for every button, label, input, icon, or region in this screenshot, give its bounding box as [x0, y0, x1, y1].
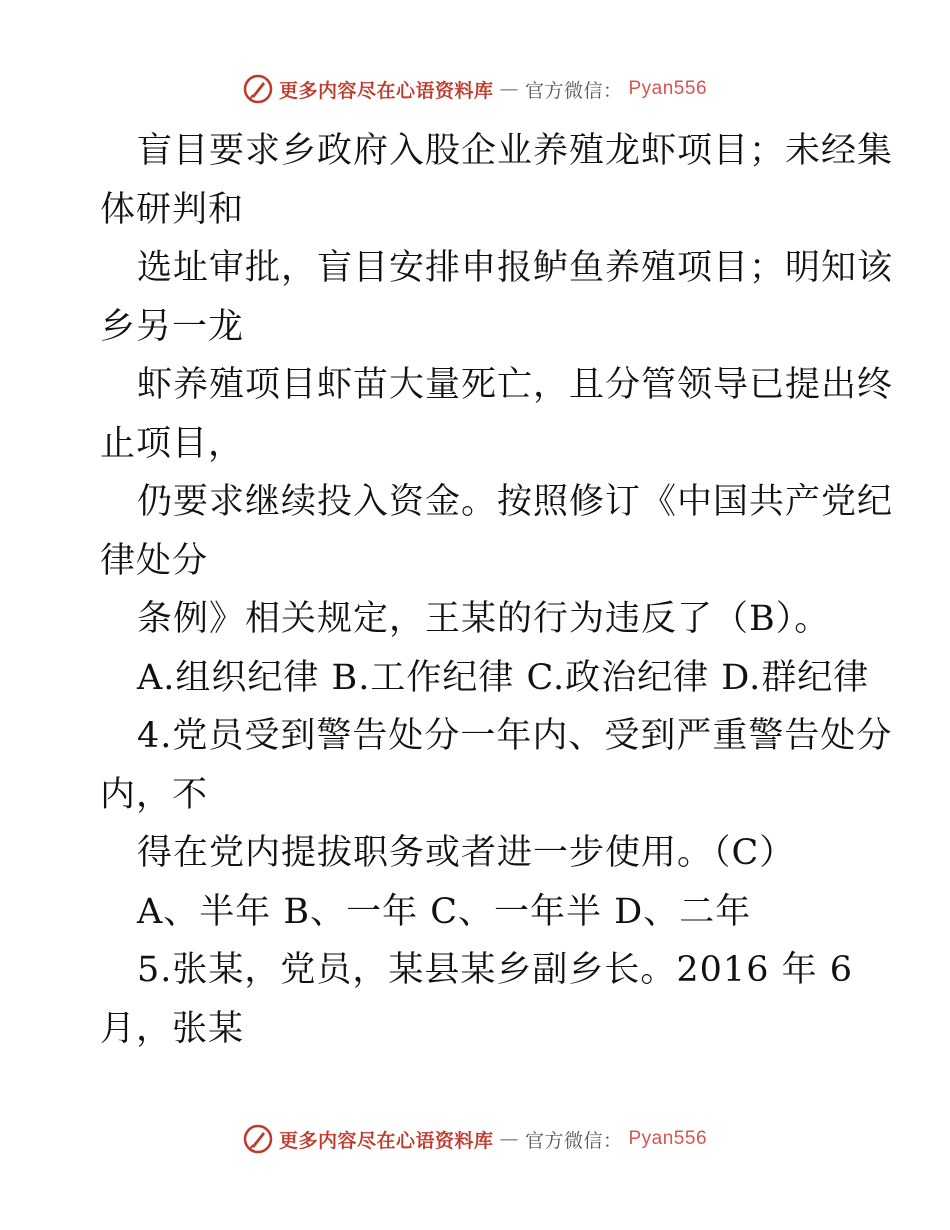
watermark-main-text: 更多内容尽在心语资料库 [278, 79, 494, 102]
text-line: 月，张某 [100, 1008, 245, 1049]
text-line: A、半年 B、一年 C、一年半 D、二年 [137, 891, 752, 932]
text-line: 选址审批，盲目安排申报鲈鱼养殖项目；明知该 [137, 248, 894, 288]
watermark-wechat-id: Pyan556 [628, 1128, 708, 1149]
text-line: 止项目， [100, 423, 245, 464]
watermark-dash: — [499, 78, 519, 100]
footer-watermark [0, 1124, 950, 1154]
text-line: 律处分 [100, 540, 209, 581]
text-line: 得在党内提拔职务或者进一步使用。（C） [137, 833, 796, 873]
watermark-wechat-id: Pyan556 [628, 78, 708, 99]
text-line: 盲目要求乡政府入股企业养殖龙虾项目；未经集 [137, 131, 894, 171]
watermark-sub-text: 官方微信： [524, 1129, 623, 1152]
text-line: 虾养殖项目虾苗大量死亡，且分管领导已提出终 [137, 365, 894, 405]
text-line: 5.张某，党员，某县某乡副乡长。2016 年 6 [137, 950, 853, 990]
text-line: 乡另一龙 [100, 306, 245, 347]
text-line: 体研判和 [100, 189, 245, 230]
text-line: 条例》相关规定，王某的行为违反了（B）。 [137, 599, 831, 639]
watermark-main-text: 更多内容尽在心语资料库 [278, 1129, 494, 1152]
text-line: 内，不 [100, 774, 209, 815]
header-watermark [0, 74, 950, 104]
document-body [100, 122, 894, 1058]
watermark-dash: — [499, 1128, 519, 1150]
text-line: 仍要求继续投入资金。按照修订《中国共产党纪 [137, 482, 894, 522]
text-line: 4.党员受到警告处分一年内、受到严重警告处分 [137, 716, 893, 756]
quill-logo-icon [243, 74, 273, 104]
quill-logo-icon [243, 1124, 273, 1154]
watermark-sub-text: 官方微信： [524, 79, 623, 102]
text-line: A.组织纪律 B.工作纪律 C.政治纪律 D.群纪律 [137, 657, 870, 698]
